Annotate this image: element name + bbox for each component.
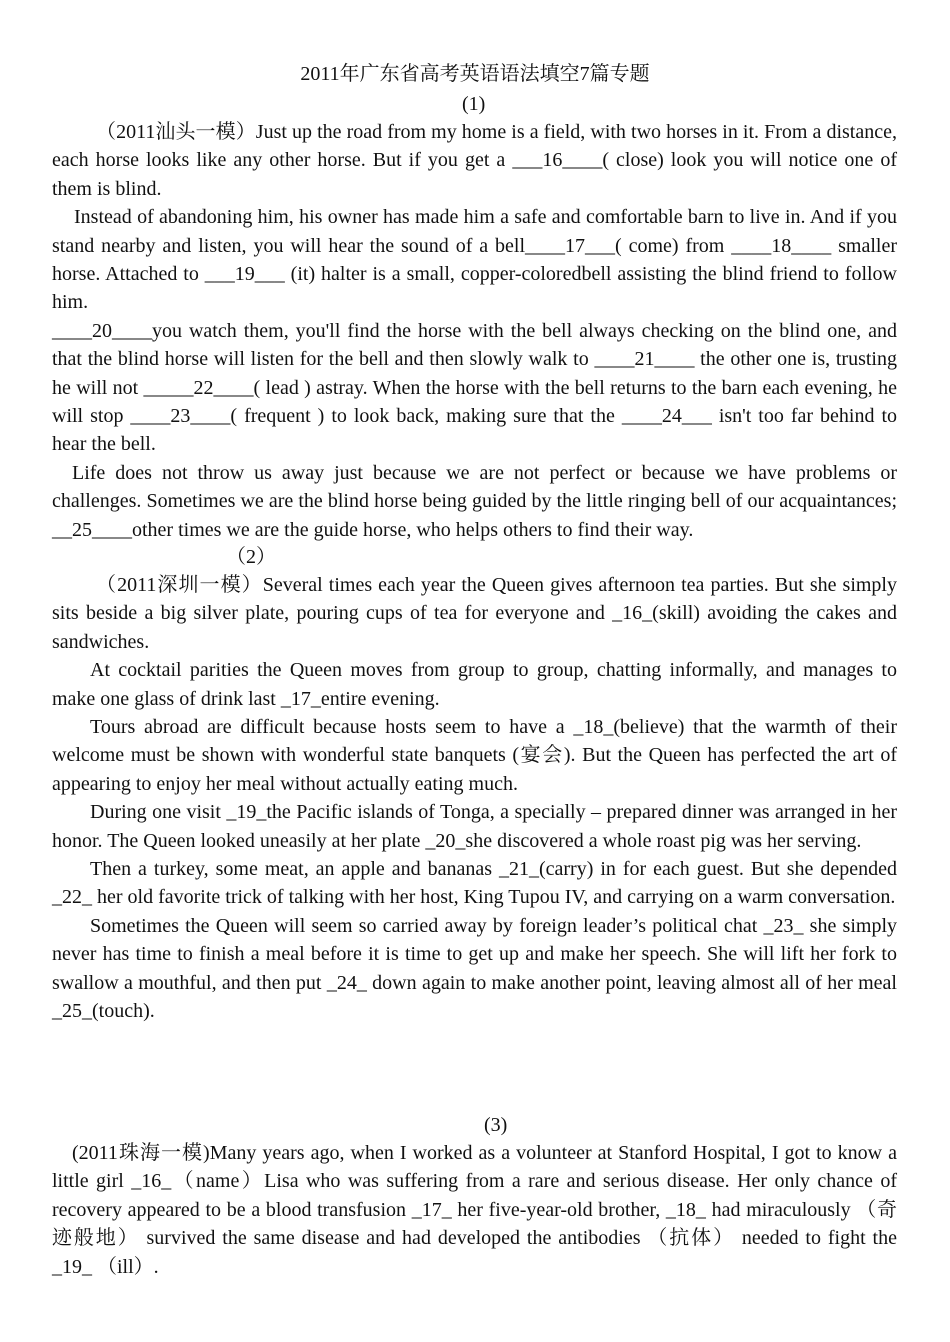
paragraph: (2011珠海一模)Many years ago, when I worked as a volunteer at Stanford Hospital, I got to know a little girl _16_（name）Lisa who was suffering from a rare and serious disease. Her only chance of recovery appeared to be a blood transfusion _17_ her five-year-old brother, _18_ had miraculously （奇迹般地） survived the same disease and had developed the antibodies （抗体） needed to fight the _19_ （ill）.: [52, 1142, 897, 1278]
paragraph: Then a turkey, some meat, an apple and bananas _21_(carry) in for each guest. But she depended _22_ her old favorite trick of talking with her host, King Tupou IV, and carrying on a warm conversation.: [52, 858, 897, 909]
paragraph: At cocktail parities the Queen moves from group to group, chatting informally, and manages to make one glass of drink last _17_entire evening.: [52, 659, 897, 710]
section-number-1: (1): [462, 93, 486, 115]
section-3: [52, 1139, 897, 1281]
paragraph: Tours abroad are difficult because hosts seem to have a _18_(believe) that the warmth of their welcome must be shown with wonderful state banquets (宴会). But the Queen has perfected the art of appearing to enjoy her meal without actually eating much.: [52, 716, 897, 795]
paragraph: ____20____you watch them, you'll find the horse with the bell always checking on the blind one, and that the blind horse will listen for the bell and then slowly walk to ____21____ the other one is, trusting he will not _____22____( lead ) astray. When the horse with the bell returns to the barn each evening, he will stop ____23____( frequent ) to look back, making sure that the ____24___ isn't too far behind to hear the bell.: [52, 319, 897, 456]
section-2: [52, 571, 897, 1026]
paragraph: （2011汕头一模）Just up the road from my home is a field, with two horses in it. From a distance, each horse looks like any other horse. But if you get a ___16____( close) look you will notice one of them is blind.: [52, 121, 897, 200]
section-1: [52, 118, 897, 544]
section-number-3: (3): [484, 1114, 508, 1136]
paragraph: Instead of abandoning him, his owner has made him a safe and comfortable barn to live in. And if you stand nearby and listen, you will hear the sound of a bell____17___( come) from ____18____ smaller horse. Attached to ___19___ (it) halter is a small, copper-coloredbell assisting the blind friend to follow him.: [52, 206, 897, 314]
document-title: 2011年广东省高考英语语法填空7篇专题: [300, 63, 650, 85]
paragraph: （2011深圳一模）Several times each year the Queen gives afternoon tea parties. But she simply sits beside a big silver plate, pouring cups of tea for everyone and _16_(skill) avoiding the cakes and sandwiches.: [52, 574, 897, 653]
paragraph: Sometimes the Queen will seem so carried away by foreign leader’s political chat _23_ she simply never has time to finish a meal before it is time to get up and make her speech. She will lift her fork to swallow a mouthful, and then put _24_ down again to make another point, leaving almost all of her meal _25_(touch).: [52, 914, 897, 1023]
paragraph: Life does not throw us away just because we are not perfect or because we have problems or challenges. Sometimes we are the blind horse being guided by the little ringing bell of our acquaintances; __25____other times we are the guide horse, who helps others to find their way.: [52, 461, 897, 541]
paragraph: During one visit _19_the Pacific islands of Tonga, a specially – prepared dinner was arranged in her honor. The Queen looked uneasily at her plate _20_she discovered a whole roast pig was her serving.: [52, 801, 897, 852]
section-number-2: （2）: [226, 546, 276, 568]
